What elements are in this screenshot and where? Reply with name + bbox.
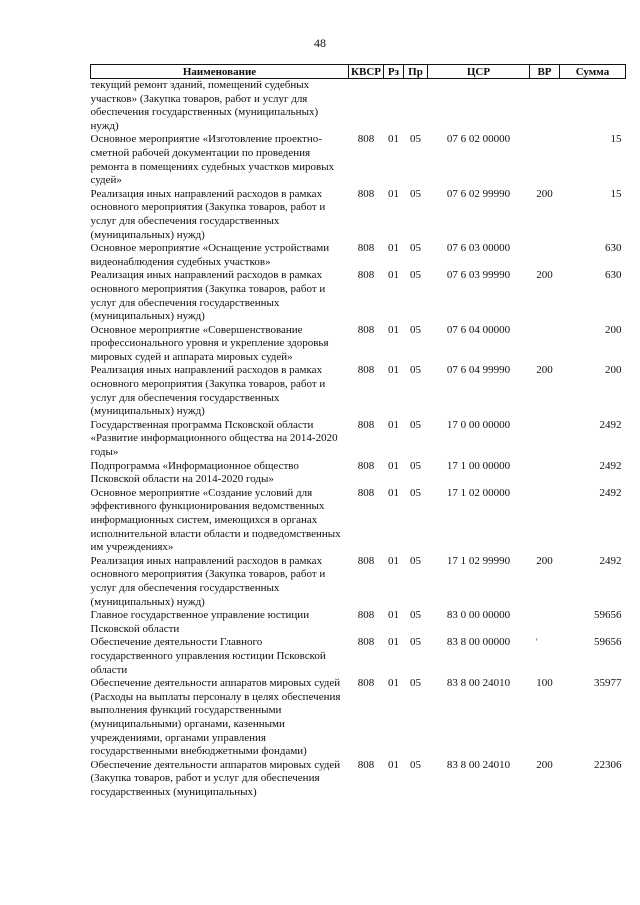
cell-rz: 01 xyxy=(387,609,399,622)
cell-kvsr: 808 xyxy=(357,609,375,622)
cell-pr: 05 xyxy=(409,187,421,200)
cell-kvsr: 808 xyxy=(357,758,375,771)
cell-csr: 07 6 02 00000 xyxy=(446,133,511,146)
cell-name: Основное мероприятие «Создание условий для эффективного функционирования ведомственных информационных систем, имеющихся в органах исполнительной власти области и подведомственных им учреждениях» xyxy=(90,486,341,554)
cell-rz: 01 xyxy=(387,418,399,431)
cell-name: Основное мероприятие «Совершенствование профессионального уровня и укрепление здоровья мировых судей и аппарата мировых судей» xyxy=(90,323,329,363)
cell-name: Реализация иных направлений расходов в рамках основного мероприятия (Закупка товаров, работ и услуг для обеспечения государственных (муниципальных) нужд) xyxy=(90,269,326,323)
cell-vr: 200 xyxy=(536,758,553,771)
cell-csr: 83 0 00 00000 xyxy=(446,609,511,622)
cell-pr: 05 xyxy=(409,554,421,567)
cell-name: Обеспечение деятельности аппаратов мировых судей (Расходы на выплаты персоналу в целях обеспечения выполнения функций государственными (муниципальными) органами, казенными учреждениями, органами управления государственными внебюджетными фондами) xyxy=(90,677,341,758)
cell-csr: 07 6 04 99990 xyxy=(446,364,511,377)
cell-vr xyxy=(529,460,559,487)
cell-sum: 22306 xyxy=(593,758,622,771)
cell-csr: 83 8 00 00000 xyxy=(446,636,511,649)
budget-table xyxy=(90,64,626,799)
cell-vr xyxy=(529,636,559,677)
cell-rz: 01 xyxy=(387,269,399,282)
table-row xyxy=(91,636,626,677)
cell-rz: 01 xyxy=(387,242,399,255)
cell-vr xyxy=(529,324,559,365)
header-kvsr: КВСР xyxy=(349,65,384,79)
table-row xyxy=(91,79,626,134)
table-row xyxy=(91,242,626,269)
header-rz: Рз xyxy=(383,65,403,79)
cell-sum: 15 xyxy=(610,187,622,200)
cell-kvsr: 808 xyxy=(357,554,375,567)
cell-kvsr: 808 xyxy=(357,364,375,377)
cell-csr xyxy=(427,79,529,134)
page-number: 48 xyxy=(314,36,326,50)
cell-rz: 01 xyxy=(387,364,399,377)
header-sum: Сумма xyxy=(559,65,625,79)
cell-csr: 83 8 00 24010 xyxy=(446,758,511,771)
cell-kvsr: 808 xyxy=(357,323,375,336)
cell-name: Обеспечение деятельности аппаратов мировых судей (Закупка товаров, работ и услуг для обеспечения государственных (муниципальных) xyxy=(90,758,341,798)
cell-sum: 59656 xyxy=(593,636,622,649)
cell-pr: 05 xyxy=(409,459,421,472)
cell-sum: 35977 xyxy=(593,677,622,690)
cell-name: Основное мероприятие «Изготовление проектно-сметной рабочей документации по проведения ремонта в помещениях судебных участков мировых судей» xyxy=(90,133,335,187)
cell-name: Реализация иных направлений расходов в рамках основного мероприятия (Закупка товаров, работ и услуг для обеспечения государственных (муниципальных) нужд) xyxy=(90,187,326,241)
cell-rz: 01 xyxy=(387,323,399,336)
cell-vr xyxy=(529,242,559,269)
cell-vr: 200 xyxy=(536,269,553,282)
header-vr: ВР xyxy=(529,65,559,79)
table-row xyxy=(91,460,626,487)
cell-vr: 200 xyxy=(536,364,553,377)
cell-kvsr: 808 xyxy=(357,418,375,431)
cell-csr: 17 1 00 00000 xyxy=(446,459,511,472)
table-row xyxy=(91,269,626,323)
cell-vr xyxy=(529,609,559,636)
table-row xyxy=(91,364,626,418)
header-csr: ЦСР xyxy=(427,65,529,79)
table-row xyxy=(91,487,626,555)
cell-pr: 05 xyxy=(409,323,421,336)
cell-pr xyxy=(403,79,427,134)
cell-vr: 200 xyxy=(536,554,553,567)
cell-kvsr: 808 xyxy=(357,242,375,255)
cell-sum: 15 xyxy=(610,133,622,146)
cell-name: Реализация иных направлений расходов в рамках основного мероприятия (Закупка товаров, работ и услуг для обеспечения государственных (муниципальных) нужд) xyxy=(90,364,326,418)
cell-rz: 01 xyxy=(387,554,399,567)
cell-sum: 59656 xyxy=(593,609,622,622)
cell-sum: 2492 xyxy=(599,459,622,472)
cell-kvsr: 808 xyxy=(357,459,375,472)
cell-kvsr: 808 xyxy=(357,636,375,649)
cell-rz: 01 xyxy=(387,758,399,771)
table-row xyxy=(91,677,626,759)
cell-sum: 630 xyxy=(604,242,622,255)
stray-mark: ' xyxy=(536,637,538,647)
cell-csr: 07 6 02 99990 xyxy=(446,187,511,200)
cell-rz: 01 xyxy=(387,486,399,499)
table-header-row xyxy=(91,65,626,79)
cell-sum: 2492 xyxy=(599,486,622,499)
table-row xyxy=(91,133,626,187)
cell-name: текущий ремонт зданий, помещений судебных участков» (Закупка товаров, работ и услуг для обеспечения государственных (муниципальных) нужд) xyxy=(90,79,319,132)
cell-name: Главное государственное управление юстиции Псковской области xyxy=(90,609,310,635)
cell-pr: 05 xyxy=(409,133,421,146)
cell-vr: 200 xyxy=(536,187,553,200)
cell-pr: 05 xyxy=(409,636,421,649)
cell-csr: 17 1 02 00000 xyxy=(446,486,511,499)
header-pr: Пр xyxy=(403,65,427,79)
cell-csr: 07 6 04 00000 xyxy=(446,323,511,336)
cell-csr: 07 6 03 99990 xyxy=(446,269,511,282)
cell-sum: 200 xyxy=(604,364,622,377)
cell-vr xyxy=(529,419,559,460)
header-name: Наименование xyxy=(91,65,349,79)
cell-csr: 17 1 02 99990 xyxy=(446,554,511,567)
cell-sum: 2492 xyxy=(599,554,622,567)
cell-pr: 05 xyxy=(409,269,421,282)
cell-kvsr: 808 xyxy=(357,187,375,200)
cell-kvsr: 808 xyxy=(357,486,375,499)
cell-name: Подпрограмма «Информационное общество Псковской области на 2014-2020 годы» xyxy=(90,459,299,486)
table-row xyxy=(91,555,626,609)
cell-pr: 05 xyxy=(409,486,421,499)
cell-sum: 2492 xyxy=(599,418,622,431)
cell-pr: 05 xyxy=(409,418,421,431)
cell-rz: 01 xyxy=(387,636,399,649)
cell-rz: 01 xyxy=(387,677,399,690)
table-row xyxy=(91,759,626,800)
table-row xyxy=(91,188,626,242)
cell-pr: 05 xyxy=(409,677,421,690)
cell-csr: 17 0 00 00000 xyxy=(446,418,511,431)
table-row xyxy=(91,609,626,636)
cell-csr: 83 8 00 24010 xyxy=(446,677,511,690)
cell-rz: 01 xyxy=(387,459,399,472)
cell-vr: 100 xyxy=(536,677,553,690)
cell-vr xyxy=(529,487,559,555)
cell-rz: 01 xyxy=(387,187,399,200)
cell-pr: 05 xyxy=(409,242,421,255)
cell-kvsr xyxy=(349,79,384,134)
cell-pr: 05 xyxy=(409,609,421,622)
cell-sum: 200 xyxy=(604,323,622,336)
cell-kvsr: 808 xyxy=(357,269,375,282)
table-row xyxy=(91,419,626,460)
cell-rz xyxy=(383,79,403,134)
cell-sum: 630 xyxy=(604,269,622,282)
cell-vr xyxy=(529,133,559,187)
cell-pr: 05 xyxy=(409,758,421,771)
cell-csr: 07 6 03 00000 xyxy=(446,242,511,255)
table-body xyxy=(91,79,626,800)
cell-kvsr: 808 xyxy=(357,677,375,690)
cell-sum xyxy=(559,79,625,134)
cell-name: Реализация иных направлений расходов в рамках основного мероприятия (Закупка товаров, работ и услуг для обеспечения государственных (муниципальных) нужд) xyxy=(90,554,326,608)
cell-name: Обеспечение деятельности Главного государственного управления юстиции Псковской области xyxy=(90,636,326,676)
cell-pr: 05 xyxy=(409,364,421,377)
cell-name: Основное мероприятие «Оснащение устройствами видеонаблюдения судебных участков» xyxy=(90,242,330,268)
cell-name: Государственная программа Псковской области «Развитие информационного общества на 2014-2020 годы» xyxy=(90,418,338,459)
cell-vr xyxy=(529,79,559,134)
table-row xyxy=(91,324,626,365)
cell-rz: 01 xyxy=(387,133,399,146)
cell-kvsr: 808 xyxy=(357,133,375,146)
